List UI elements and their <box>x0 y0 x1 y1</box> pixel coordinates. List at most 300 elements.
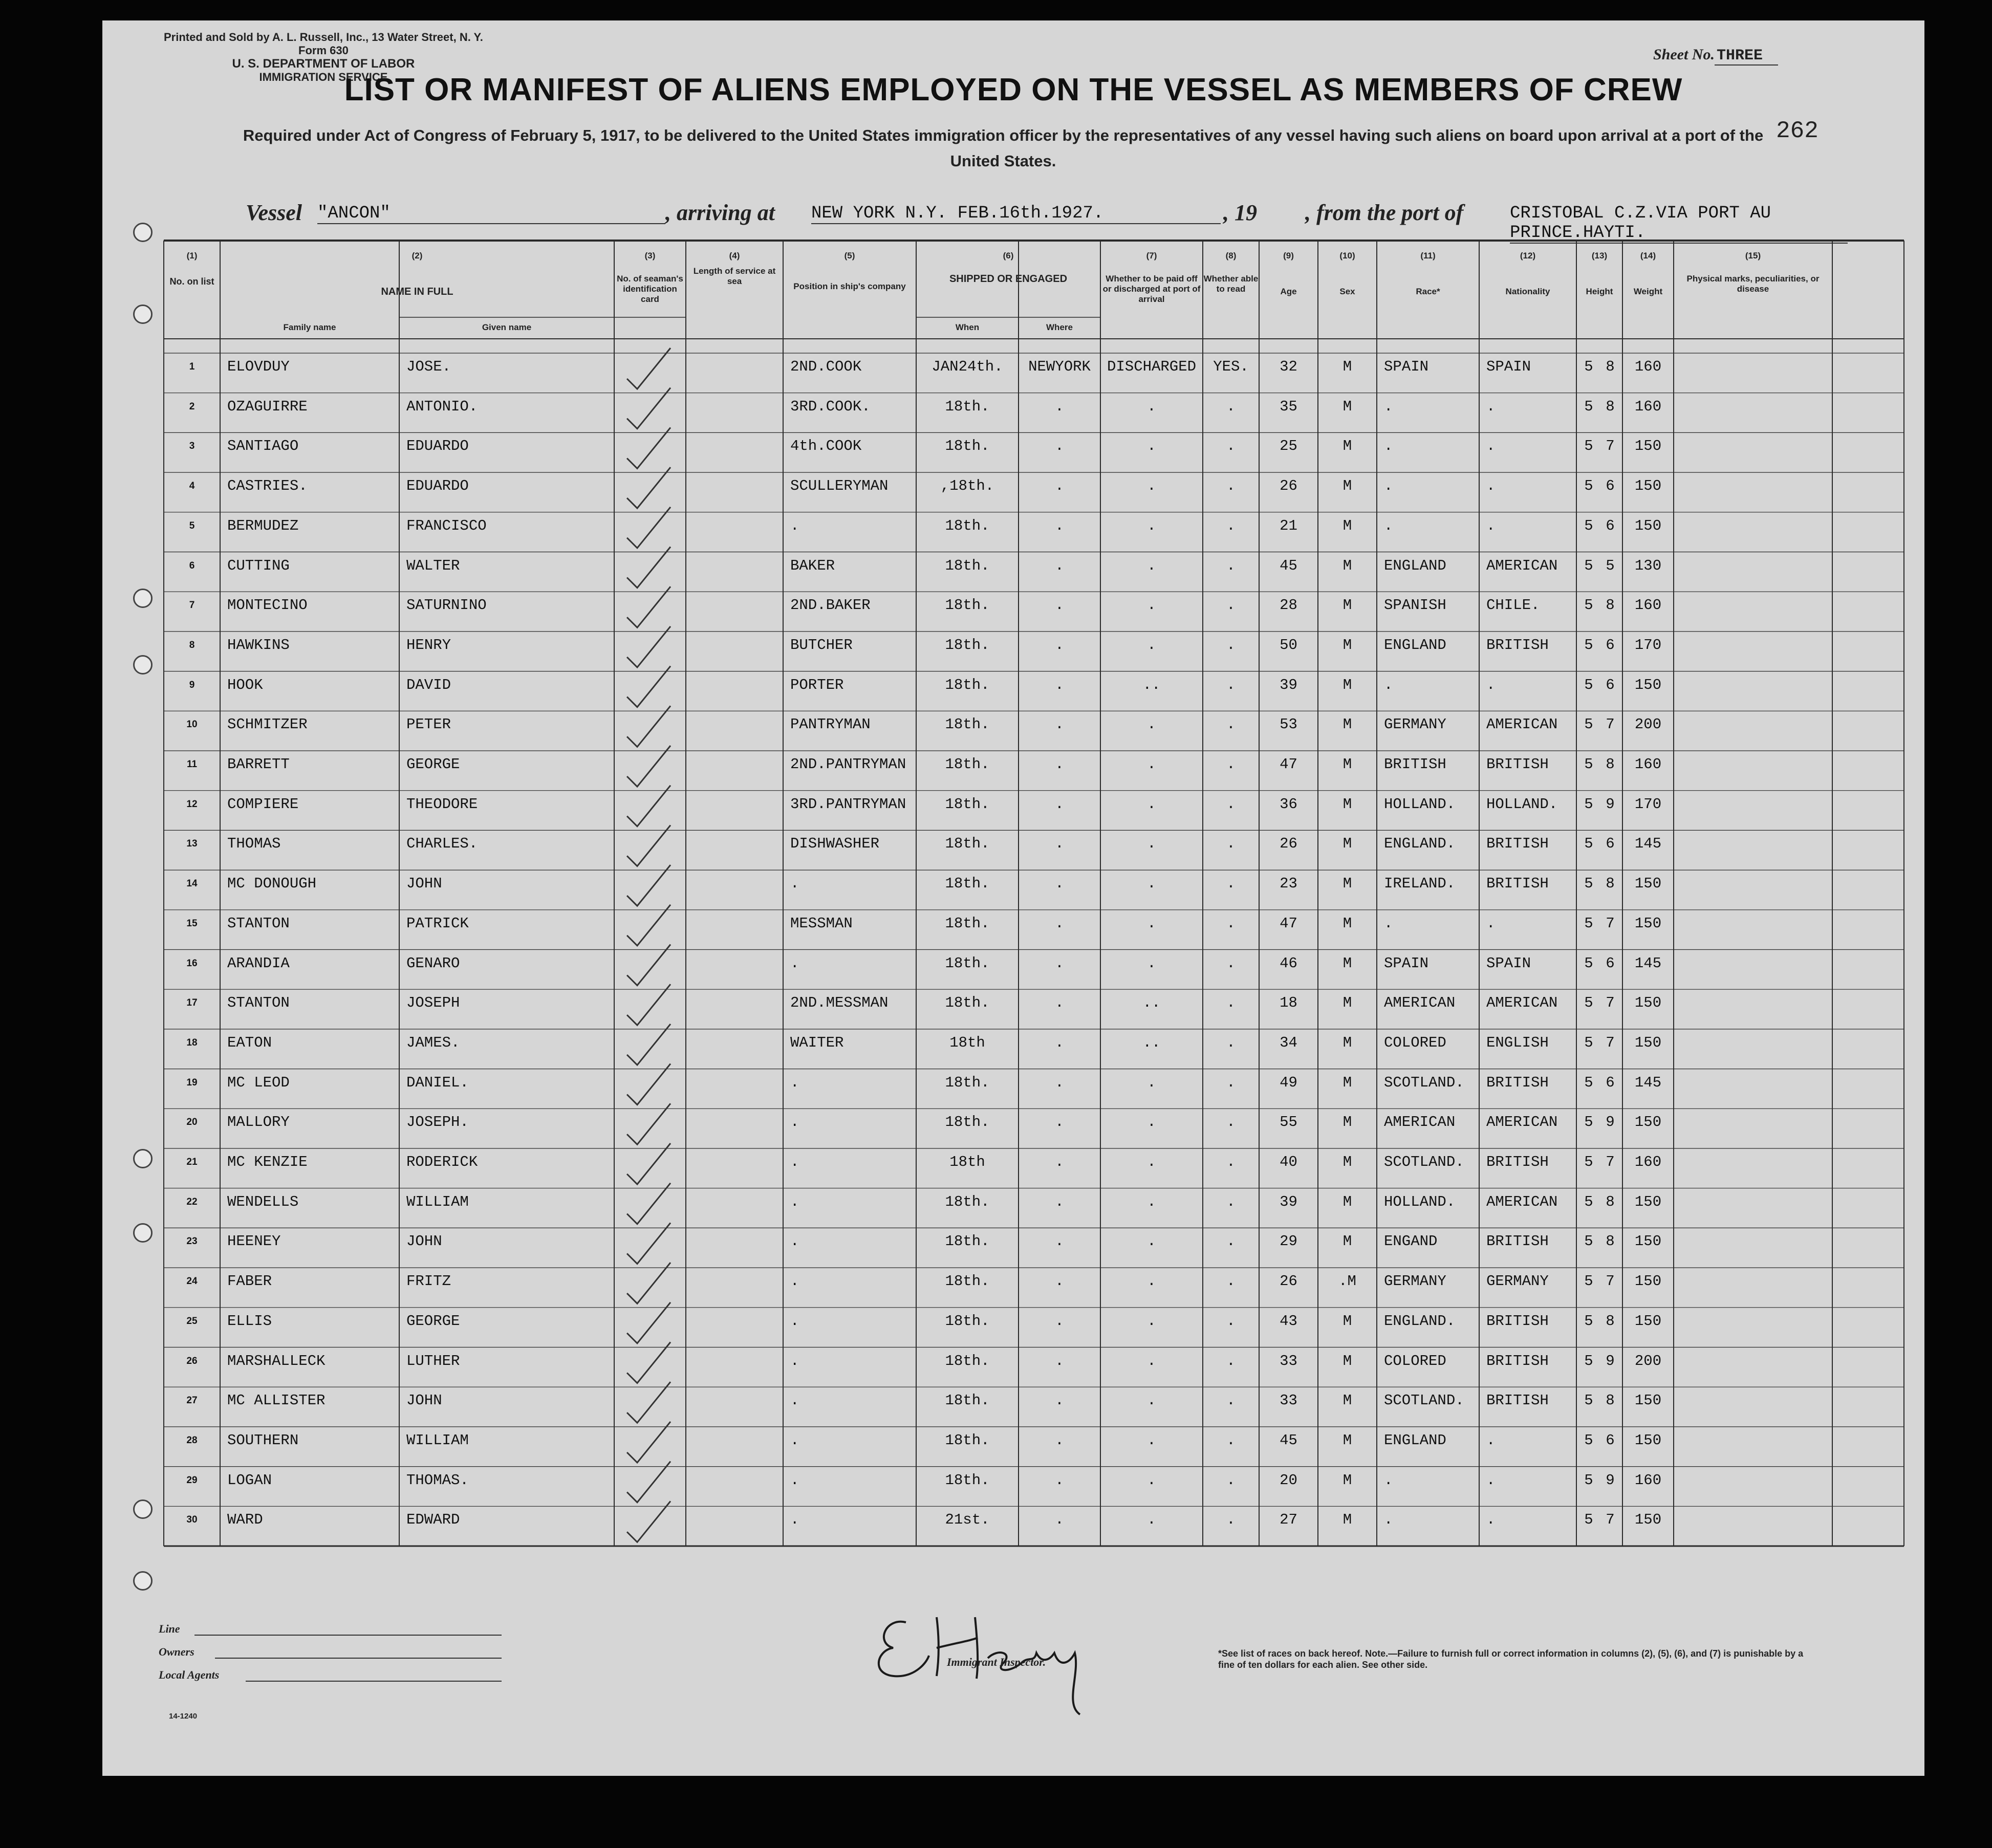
race: AMERICAN <box>1384 1114 1456 1131</box>
arriving-at: NEW YORK N.Y. FEB.16th.1927. <box>811 204 1221 224</box>
position: . <box>790 1511 799 1529</box>
height-feet: 5 <box>1584 1392 1593 1409</box>
shipped-when: 18th. <box>945 1193 990 1210</box>
local-agents-field <box>246 1681 502 1682</box>
shipped-when: 18th. <box>945 1471 990 1489</box>
position: . <box>790 1154 799 1170</box>
sex: M <box>1343 1431 1352 1449</box>
shipped-where: . <box>1055 1154 1064 1170</box>
nationality: SPAIN <box>1486 358 1531 375</box>
height-inches: 9 <box>1606 1114 1615 1131</box>
row-number: 17 <box>186 997 198 1009</box>
page-title: LIST OR MANIFEST OF ALIENS EMPLOYED ON THE VESSEL AS MEMBERS OF CREW <box>344 72 1683 107</box>
position: . <box>790 1114 799 1131</box>
given-name: DANIEL. <box>406 1074 469 1091</box>
position: . <box>790 1352 799 1369</box>
height-feet: 5 <box>1584 1431 1593 1449</box>
check-mark <box>627 746 670 787</box>
row-number: 4 <box>189 481 195 492</box>
from-port: CRISTOBAL C.Z.VIA PORT AU PRINCE.HAYTI. <box>1510 204 1848 244</box>
printer-line: Printed and Sold by A. L. Russell, Inc., 13 Water Street, N. Y. <box>164 31 483 44</box>
paid-off: .. <box>1142 994 1161 1012</box>
given-name: HENRY <box>406 636 451 654</box>
race: ENGLAND. <box>1384 835 1456 853</box>
check-mark <box>627 666 670 707</box>
age: 32 <box>1280 358 1297 375</box>
check-mark <box>627 1462 670 1503</box>
weight: 170 <box>1634 636 1662 654</box>
able-to-read: . <box>1226 438 1236 455</box>
race: SPANISH <box>1384 597 1446 614</box>
shipped-when: 18th. <box>945 1233 990 1250</box>
height-feet: 5 <box>1584 1114 1593 1131</box>
header-no-on-list: No. on list <box>169 276 214 287</box>
row-number: 24 <box>186 1276 198 1287</box>
check-mark <box>627 348 670 389</box>
punch-hole <box>133 1149 153 1168</box>
race: . <box>1384 915 1393 932</box>
printer-line: IMMIGRATION SERVICE <box>259 71 388 83</box>
height-feet: 5 <box>1584 517 1593 534</box>
shipped-when: 18th. <box>945 676 990 693</box>
check-mark <box>627 427 670 468</box>
sex: M <box>1343 636 1352 654</box>
row-number: 26 <box>186 1355 198 1366</box>
column-number: (13) <box>1591 251 1608 260</box>
header-length-of-service: Length of service at sea <box>693 266 776 286</box>
race: AMERICAN <box>1384 994 1456 1012</box>
sex: M <box>1343 597 1352 614</box>
position: . <box>790 1193 799 1210</box>
given-name: WALTER <box>406 557 460 574</box>
paid-off: . <box>1147 477 1156 495</box>
height-feet: 5 <box>1584 676 1593 693</box>
punch-hole <box>133 223 153 242</box>
height-feet: 5 <box>1584 835 1593 853</box>
position: BUTCHER <box>790 636 853 654</box>
line-label: Line <box>159 1622 180 1635</box>
height-feet: 5 <box>1584 1471 1593 1489</box>
paid-off: . <box>1147 517 1156 534</box>
shipped-where: . <box>1055 597 1064 614</box>
paid-off: . <box>1147 1352 1156 1369</box>
family-name: LOGAN <box>227 1471 272 1489</box>
able-to-read: . <box>1226 1431 1236 1449</box>
sex: .M <box>1338 1273 1356 1290</box>
position: 2ND.COOK <box>790 358 862 375</box>
shipped-where: . <box>1055 1074 1064 1091</box>
punch-hole <box>133 1571 153 1591</box>
check-mark <box>627 586 670 627</box>
weight: 170 <box>1634 795 1662 813</box>
column-number: (8) <box>1225 251 1237 260</box>
able-to-read: . <box>1226 1471 1236 1489</box>
shipped-where: . <box>1055 1233 1064 1250</box>
sex: M <box>1343 1312 1352 1330</box>
family-name: MALLORY <box>227 1114 290 1131</box>
paid-off: . <box>1147 398 1156 415</box>
column-number: (12) <box>1520 251 1536 260</box>
race: ENGLAND. <box>1384 1312 1456 1330</box>
height-feet: 5 <box>1584 1312 1593 1330</box>
shipped-where: . <box>1055 954 1064 972</box>
given-name: THOMAS. <box>406 1471 469 1489</box>
header-family-name: Family name <box>283 322 336 332</box>
nationality: . <box>1486 477 1496 495</box>
weight: 200 <box>1634 1352 1662 1369</box>
shipped-when: JAN24th. <box>932 358 1003 375</box>
family-name: WARD <box>227 1511 263 1529</box>
sex: M <box>1343 1352 1352 1369</box>
check-mark <box>627 984 670 1025</box>
race: GERMANY <box>1384 716 1446 733</box>
shipped-when: 18th. <box>945 875 990 893</box>
age: 21 <box>1280 517 1297 534</box>
row-number: 25 <box>186 1315 198 1327</box>
height-inches: 6 <box>1606 477 1615 495</box>
row-number: 14 <box>186 878 198 889</box>
height-feet: 5 <box>1584 954 1593 972</box>
header-name-in-full: NAME IN FULL <box>381 286 453 297</box>
weight: 150 <box>1634 676 1662 693</box>
row-number: 30 <box>186 1514 198 1526</box>
row-number: 21 <box>186 1157 198 1167</box>
height-inches: 6 <box>1606 1074 1615 1091</box>
check-mark <box>627 1143 670 1184</box>
header-when: When <box>955 322 980 332</box>
family-name: THOMAS <box>227 835 281 853</box>
row-number: 7 <box>189 600 195 611</box>
nationality: BRITISH <box>1486 875 1549 893</box>
printer-line: Form 630 <box>298 44 349 57</box>
paid-off: . <box>1147 1114 1156 1131</box>
given-name: EDUARDO <box>406 477 469 495</box>
able-to-read: . <box>1226 1511 1236 1529</box>
height-feet: 5 <box>1584 1154 1593 1170</box>
able-to-read: . <box>1226 636 1236 654</box>
able-to-read: . <box>1226 477 1236 495</box>
position: PORTER <box>790 676 844 693</box>
given-name: GENARO <box>406 954 460 972</box>
height-feet: 5 <box>1584 1034 1593 1051</box>
shipped-when: 18th. <box>945 795 990 813</box>
paid-off: . <box>1147 795 1156 813</box>
given-name: CHARLES. <box>406 835 478 853</box>
position: BAKER <box>790 557 835 574</box>
printer-line: U. S. DEPARTMENT OF LABOR <box>232 57 415 71</box>
check-mark <box>627 1223 670 1264</box>
shipped-where: . <box>1055 676 1064 693</box>
nationality: . <box>1486 438 1496 455</box>
shipped-where: . <box>1055 1392 1064 1409</box>
sex: M <box>1343 1154 1352 1170</box>
sheet-number-label: Sheet No. <box>1653 46 1715 63</box>
family-name: OZAGUIRRE <box>227 398 308 415</box>
position: MESSMAN <box>790 915 853 932</box>
row-number: 22 <box>186 1196 198 1207</box>
check-mark <box>627 1183 670 1224</box>
height-inches: 7 <box>1606 994 1615 1012</box>
able-to-read: . <box>1226 915 1236 932</box>
nationality: ENGLISH <box>1486 1034 1549 1051</box>
column-number: (9) <box>1283 251 1294 260</box>
column-number: (7) <box>1146 251 1157 260</box>
able-to-read: . <box>1226 1273 1236 1290</box>
paid-off: . <box>1147 1233 1156 1250</box>
nationality: . <box>1486 398 1496 415</box>
family-name: BARRETT <box>227 756 290 773</box>
check-mark <box>627 706 670 747</box>
position: DISHWASHER <box>790 835 880 853</box>
able-to-read: . <box>1226 1392 1236 1409</box>
shipped-when: 18th. <box>945 1074 990 1091</box>
able-to-read: . <box>1226 597 1236 614</box>
race: ENGAND <box>1384 1233 1438 1250</box>
paid-off: . <box>1147 954 1156 972</box>
able-to-read: . <box>1226 756 1236 773</box>
row-number: 8 <box>189 639 195 650</box>
sex: M <box>1343 438 1352 455</box>
height-inches: 8 <box>1606 756 1615 773</box>
age: 43 <box>1280 1312 1297 1330</box>
header-age: Age <box>1280 287 1297 296</box>
shipped-where: . <box>1055 557 1064 574</box>
able-to-read: . <box>1226 1074 1236 1091</box>
age: 45 <box>1280 557 1297 574</box>
weight: 150 <box>1634 1034 1662 1051</box>
able-to-read: . <box>1226 1352 1236 1369</box>
given-name: JOSEPH. <box>406 1114 469 1131</box>
paid-off: .. <box>1142 1034 1161 1051</box>
height-feet: 5 <box>1584 1193 1593 1210</box>
sheet-number-value: THREE <box>1715 47 1778 66</box>
race: SPAIN <box>1384 954 1429 972</box>
age: 46 <box>1280 954 1297 972</box>
weight: 160 <box>1634 1154 1662 1170</box>
shipped-when: 18th. <box>945 438 990 455</box>
check-mark <box>627 1501 670 1542</box>
nationality: BRITISH <box>1486 1154 1549 1170</box>
given-name: ANTONIO. <box>406 398 478 415</box>
paid-off: . <box>1147 1074 1156 1091</box>
race: COLORED <box>1384 1034 1446 1051</box>
row-number: 15 <box>186 918 198 929</box>
position: . <box>790 1312 799 1330</box>
position: 3RD.COOK. <box>790 398 871 415</box>
height-inches: 5 <box>1606 557 1615 574</box>
height-inches: 8 <box>1606 1392 1615 1409</box>
inspector-signature <box>845 1586 1131 1720</box>
row-number: 11 <box>186 759 198 770</box>
given-name: LUTHER <box>406 1352 460 1369</box>
shipped-when: 18th. <box>945 1392 990 1409</box>
shipped-where: . <box>1055 1352 1064 1369</box>
family-name: MC DONOUGH <box>227 875 317 893</box>
height-feet: 5 <box>1584 1352 1593 1369</box>
shipped-where: . <box>1055 1312 1064 1330</box>
given-name: WILLIAM <box>406 1193 469 1210</box>
sex: M <box>1343 1233 1352 1250</box>
sex: M <box>1343 1392 1352 1409</box>
nationality: AMERICAN <box>1486 557 1558 574</box>
weight: 160 <box>1634 756 1662 773</box>
paid-off: . <box>1147 756 1156 773</box>
race: HOLLAND. <box>1384 795 1456 813</box>
height-inches: 9 <box>1606 1471 1615 1489</box>
nationality: SPAIN <box>1486 954 1531 972</box>
paid-off: . <box>1147 1273 1156 1290</box>
shipped-where: . <box>1055 636 1064 654</box>
paid-off: . <box>1147 636 1156 654</box>
age: 47 <box>1280 756 1297 773</box>
family-name: SANTIAGO <box>227 438 299 455</box>
weight: 150 <box>1634 1114 1662 1131</box>
row-number: 27 <box>186 1395 198 1406</box>
column-number: (15) <box>1745 251 1761 260</box>
sex: M <box>1343 1193 1352 1210</box>
shipped-where: . <box>1055 1273 1064 1290</box>
height-inches: 6 <box>1606 835 1615 853</box>
height-feet: 5 <box>1584 915 1593 932</box>
nationality: . <box>1486 1511 1496 1529</box>
owners-field <box>215 1658 502 1659</box>
row-number: 13 <box>186 838 198 850</box>
weight: 145 <box>1634 1074 1662 1091</box>
nationality: BRITISH <box>1486 1312 1549 1330</box>
nationality: BRITISH <box>1486 1392 1549 1409</box>
family-name: HOOK <box>227 676 263 693</box>
nationality: . <box>1486 1431 1496 1449</box>
position: PANTRYMAN <box>790 716 871 733</box>
height-feet: 5 <box>1584 358 1593 375</box>
given-name: DAVID <box>406 676 451 693</box>
race: . <box>1384 676 1393 693</box>
family-name: HAWKINS <box>227 636 290 654</box>
sex: M <box>1343 756 1352 773</box>
age: 47 <box>1280 915 1297 932</box>
able-to-read: . <box>1226 398 1236 415</box>
able-to-read: . <box>1226 835 1236 853</box>
age: 29 <box>1280 1233 1297 1250</box>
nationality: AMERICAN <box>1486 716 1558 733</box>
position: 2ND.MESSMAN <box>790 994 889 1012</box>
age: 26 <box>1280 1273 1297 1290</box>
sex: M <box>1343 716 1352 733</box>
height-feet: 5 <box>1584 1233 1593 1250</box>
check-mark <box>627 1422 670 1463</box>
position: SCULLERYMAN <box>790 477 889 495</box>
nationality: GERMANY <box>1486 1273 1549 1290</box>
row-number: 3 <box>189 441 195 452</box>
sex: M <box>1343 1034 1352 1051</box>
nationality: . <box>1486 915 1496 932</box>
nationality: AMERICAN <box>1486 994 1558 1012</box>
able-to-read: . <box>1226 1154 1236 1170</box>
check-mark <box>627 1342 670 1383</box>
shipped-where: . <box>1055 915 1064 932</box>
weight: 145 <box>1634 954 1662 972</box>
family-name: MC KENZIE <box>227 1154 308 1170</box>
position: . <box>790 954 799 972</box>
check-mark <box>627 507 670 548</box>
check-mark <box>627 905 670 946</box>
position: . <box>790 1074 799 1091</box>
race: . <box>1384 1511 1393 1529</box>
from-port-label: , from the port of <box>1305 200 1464 225</box>
given-name: WILLIAM <box>406 1431 469 1449</box>
age: 34 <box>1280 1034 1297 1051</box>
weight: 150 <box>1634 1312 1662 1330</box>
sex: M <box>1343 954 1352 972</box>
shipped-when: 18th. <box>945 994 990 1012</box>
local-agents-label: Local Agents <box>159 1668 220 1681</box>
given-name: EDWARD <box>406 1511 460 1529</box>
able-to-read: . <box>1226 795 1236 813</box>
nationality: AMERICAN <box>1486 1193 1558 1210</box>
sex: M <box>1343 915 1352 932</box>
height-inches: 6 <box>1606 954 1615 972</box>
shipped-when: ,18th. <box>940 477 994 495</box>
given-name: RODERICK <box>406 1154 478 1170</box>
height-feet: 5 <box>1584 477 1593 495</box>
check-mark <box>627 388 670 429</box>
race: COLORED <box>1384 1352 1446 1369</box>
check-mark <box>627 626 670 667</box>
given-name: JAMES. <box>406 1034 460 1051</box>
height-feet: 5 <box>1584 716 1593 733</box>
row-number: 19 <box>186 1077 198 1088</box>
shipped-when: 18th. <box>945 398 990 415</box>
family-name: SOUTHERN <box>227 1431 299 1449</box>
shipped-where: . <box>1055 477 1064 495</box>
shipped-when: 18th. <box>945 1273 990 1290</box>
given-name: PATRICK <box>406 915 469 932</box>
age: 25 <box>1280 438 1297 455</box>
weight: 150 <box>1634 1273 1662 1290</box>
weight: 150 <box>1634 1392 1662 1409</box>
able-to-read: . <box>1226 1193 1236 1210</box>
nationality: CHILE. <box>1486 597 1540 614</box>
height-feet: 5 <box>1584 636 1593 654</box>
height-inches: 6 <box>1606 517 1615 534</box>
able-to-read: . <box>1226 517 1236 534</box>
able-to-read: . <box>1226 875 1236 893</box>
sex: M <box>1343 676 1352 693</box>
column-number: (11) <box>1420 251 1436 260</box>
sex: M <box>1343 1074 1352 1091</box>
age: 28 <box>1280 597 1297 614</box>
race: SPAIN <box>1384 358 1429 375</box>
height-inches: 7 <box>1606 716 1615 733</box>
sex: M <box>1343 398 1352 415</box>
shipped-where: . <box>1055 1471 1064 1489</box>
shipped-when: 18th. <box>945 1312 990 1330</box>
nationality: BRITISH <box>1486 1233 1549 1250</box>
shipped-where: NEWYORK <box>1028 358 1091 375</box>
paid-off: . <box>1147 438 1156 455</box>
able-to-read: . <box>1226 954 1236 972</box>
able-to-read: . <box>1226 1114 1236 1131</box>
nationality: BRITISH <box>1486 835 1549 853</box>
given-name: THEODORE <box>406 795 478 813</box>
age: 39 <box>1280 1193 1297 1210</box>
paid-off: . <box>1147 915 1156 932</box>
family-name: STANTON <box>227 994 290 1012</box>
vessel-label: Vessel <box>246 200 302 225</box>
nationality: HOLLAND. <box>1486 795 1558 813</box>
weight: 160 <box>1634 398 1662 415</box>
paid-off: . <box>1147 597 1156 614</box>
